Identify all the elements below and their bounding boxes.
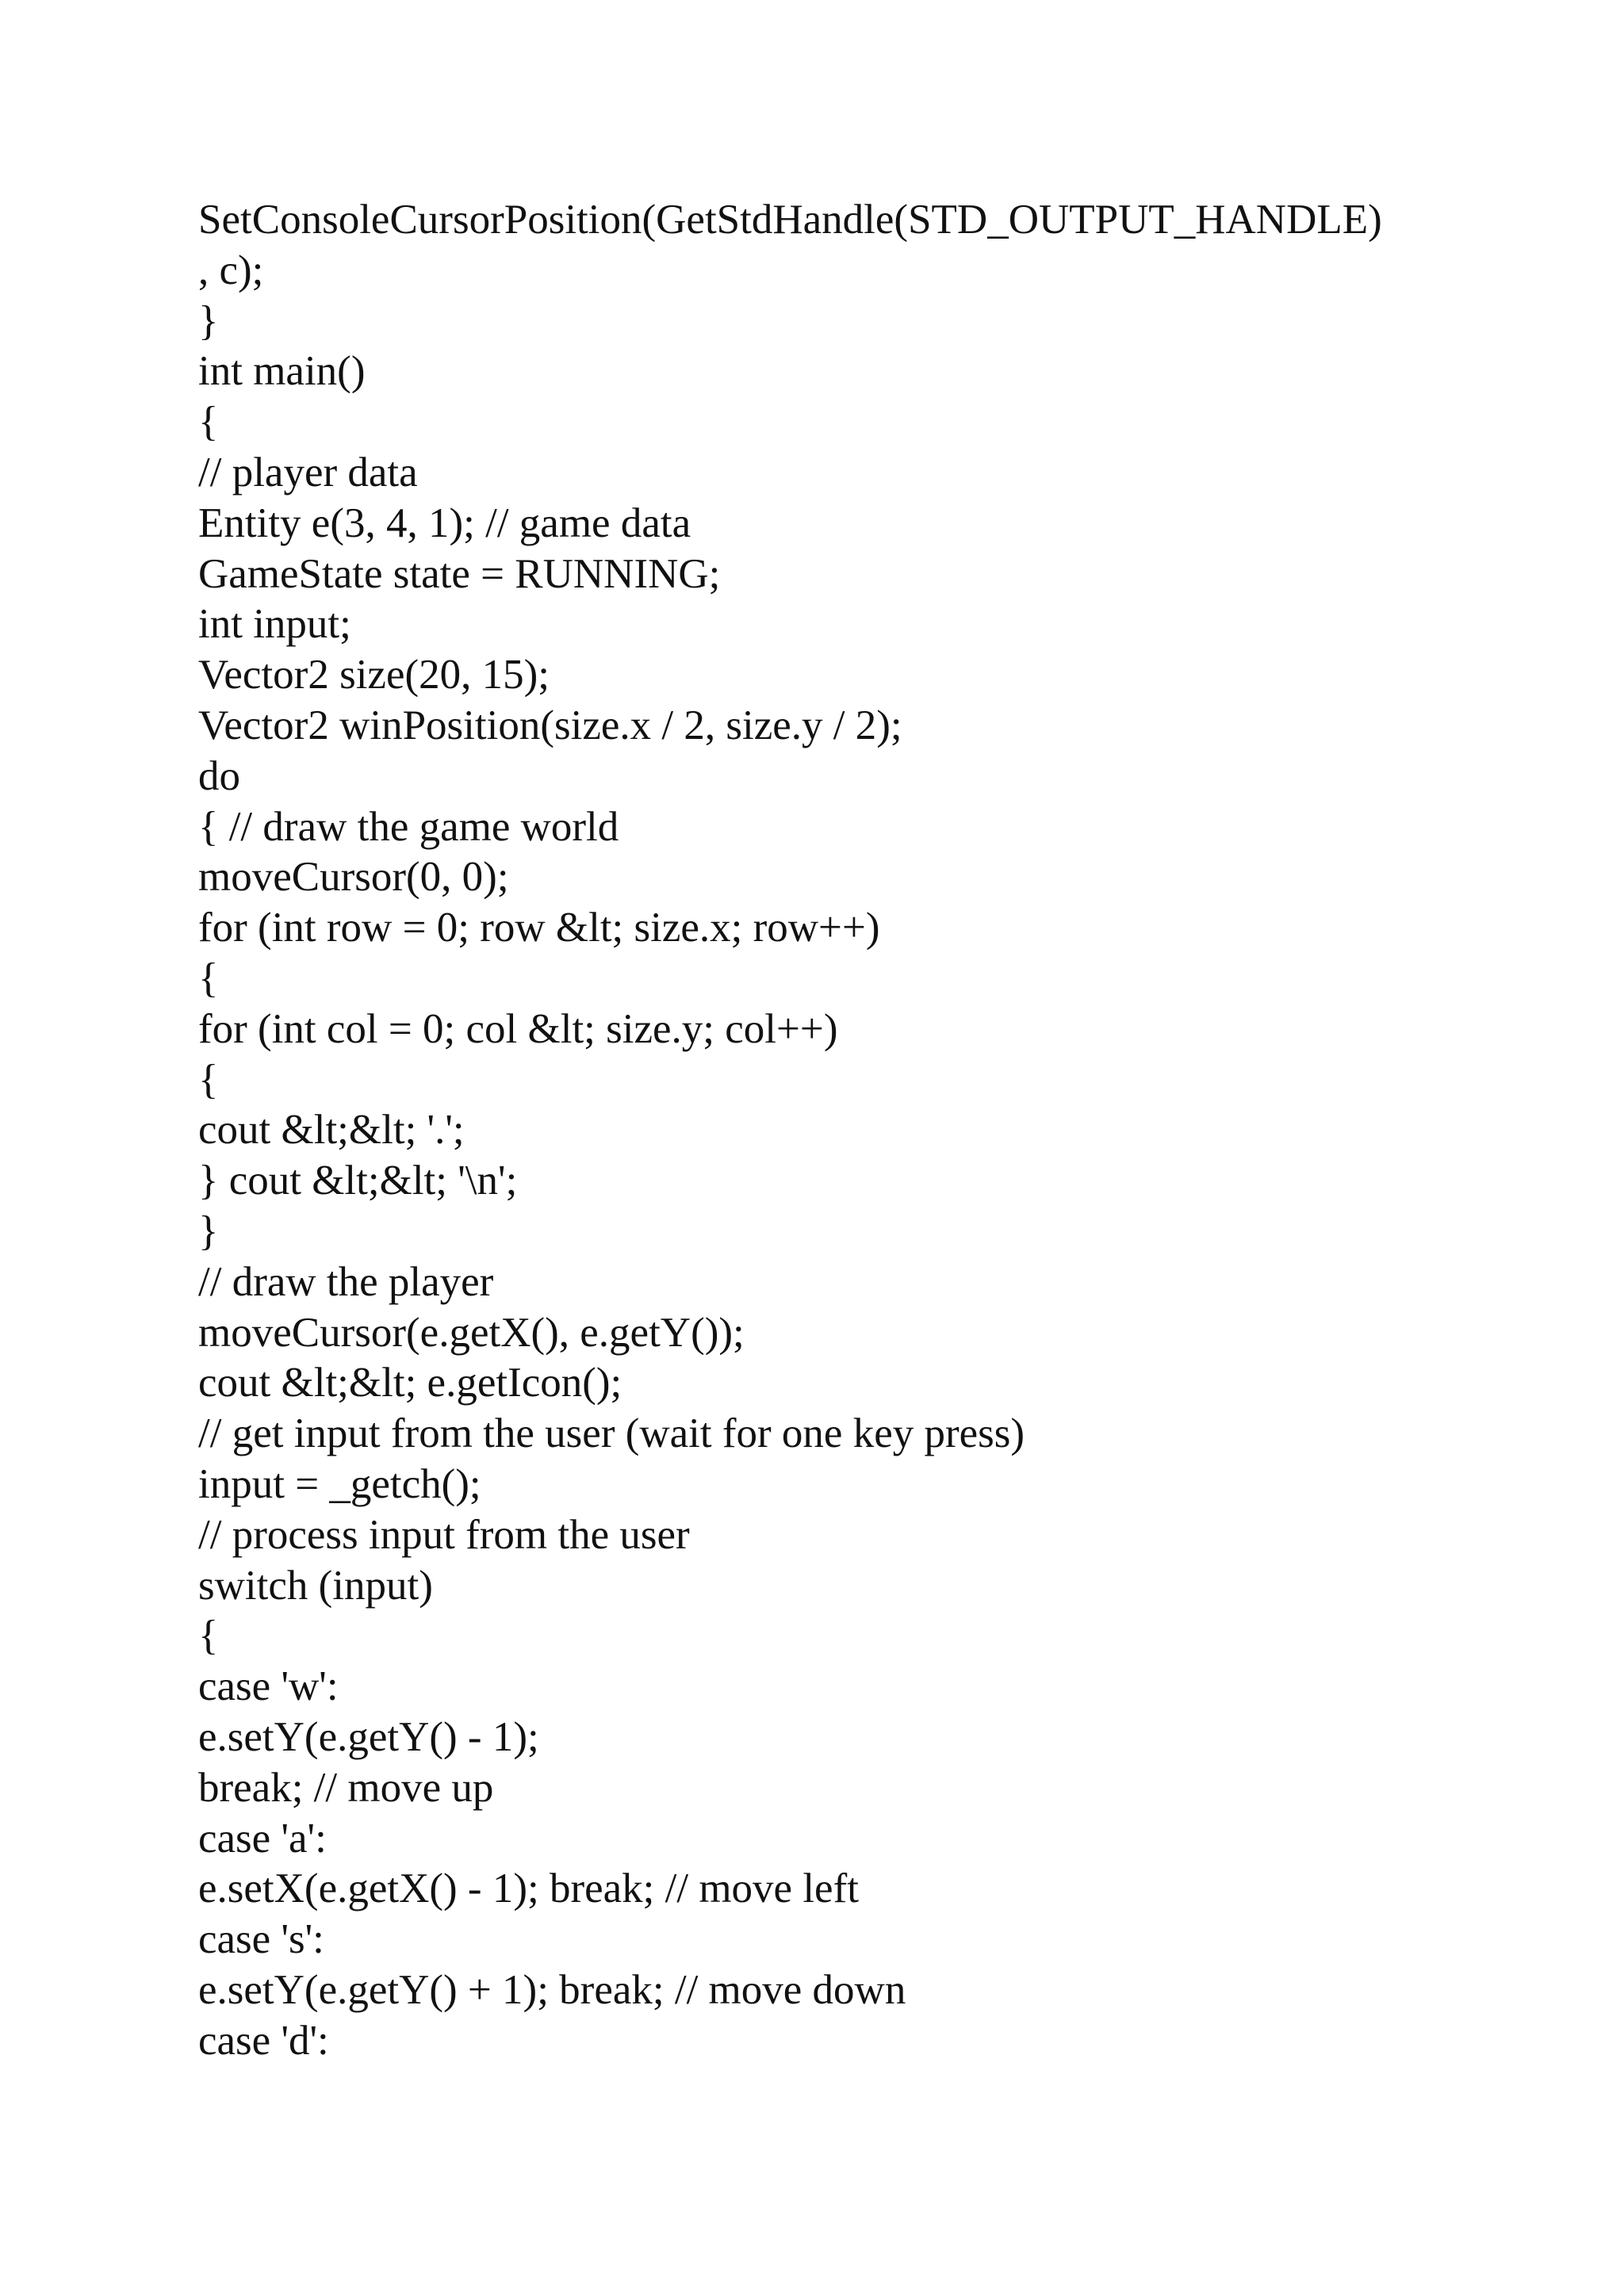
code-line: switch (input) [198,1562,433,1609]
code-line: } cout &lt;&lt; '\n'; [198,1158,518,1204]
code-line: do [198,752,240,799]
code-line: e.setX(e.getX() - 1); break; // move left [198,1866,859,1912]
code-line: input = _getch(); [198,1460,481,1507]
code-line: int main() [198,348,366,395]
code-line: cout &lt;&lt; e.getIcon(); [198,1360,622,1406]
code-line: e.setY(e.getY() + 1); break; // move down [198,1966,906,2013]
code-line: // player data [198,449,418,496]
code-line: for (int row = 0; row &lt; size.x; row++) [198,905,880,951]
code-line: } [198,297,219,344]
code-line: break; // move up [198,1764,494,1811]
code-line: Vector2 size(20, 15); [198,652,550,698]
code-line: } [198,1207,219,1254]
code-line: { // draw the game world [198,803,619,850]
code-line: Vector2 winPosition(size.x / 2, size.y / 2); [198,702,902,748]
code-line: moveCursor(e.getX(), e.getY()); [198,1309,745,1356]
code-line: // process input from the user [198,1511,690,1558]
code-line: int input; [198,601,351,648]
code-line: case 'w': [198,1663,339,1710]
code-line: { [198,1056,219,1103]
code-line: case 'd': [198,2017,329,2064]
code-line: { [198,955,219,1001]
code-line: { [198,1613,219,1659]
code-line: SetConsoleCursorPosition(GetStdHandle(STD_OUTPUT_HANDLE) [198,197,1382,243]
code-line: , c); [198,247,264,293]
code-line: cout &lt;&lt; '.'; [198,1107,465,1154]
code-line: case 'a': [198,1815,327,1862]
code-line: case 's': [198,1916,324,1963]
code-line: { [198,399,219,446]
code-listing [198,195,1382,2066]
code-line: // draw the player [198,1258,494,1305]
code-line: // get input from the user (wait for one key press) [198,1410,1025,1457]
code-line: GameState state = RUNNING; [198,550,721,597]
code-line: for (int col = 0; col &lt; size.y; col++) [198,1005,838,1052]
code-line: moveCursor(0, 0); [198,854,509,901]
code-line: Entity e(3, 4, 1); // game data [198,499,691,546]
code-line: e.setY(e.getY() - 1); [198,1713,539,1760]
